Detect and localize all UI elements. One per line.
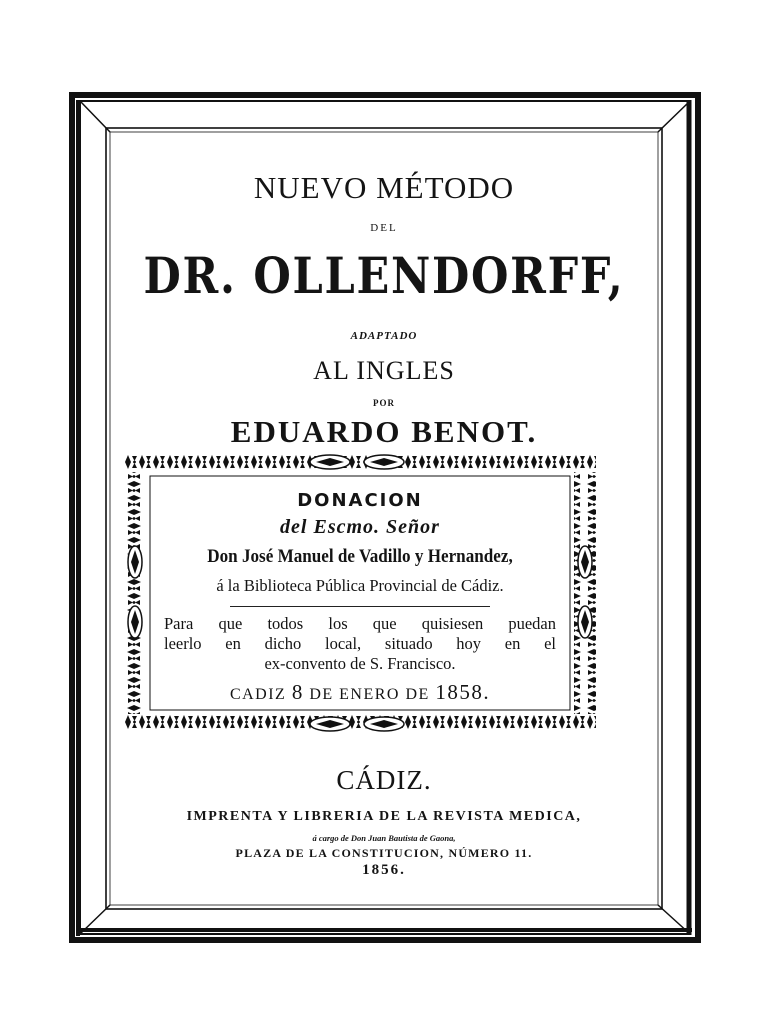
stamp-paragraph — [164, 614, 556, 674]
stamp-date — [160, 680, 560, 705]
stamp-paragraph-line: ex-convento de S. Francisco. — [264, 654, 456, 673]
title-del: DEL — [370, 222, 398, 234]
stamp-paragraph-line: Para que todos los que quisiesen puedan — [164, 614, 556, 633]
al-ingles-label: AL INGLES — [313, 356, 455, 385]
por-label: POR — [373, 398, 395, 408]
imprint-printer: IMPRENTA Y LIBRERIA DE LA REVISTA MEDICA, — [186, 809, 582, 824]
stamp-divider — [230, 606, 490, 607]
stamp-date-day: 8 — [291, 680, 304, 704]
stamp-paragraph-line: leerlo en dicho local, situado hoy en el — [164, 634, 556, 653]
title-line-1: NUEVO MÉTODO — [253, 170, 515, 205]
stamp-subheading: del Escmo. Señor — [280, 516, 440, 538]
stamp-heading: DONACION — [297, 490, 423, 511]
stamp-donor: Don José Manuel de Vadillo y Hernandez, — [207, 546, 513, 567]
stamp-date-city: CADIZ — [229, 686, 287, 703]
adaptado-label: ADAPTADO — [350, 330, 418, 342]
stamp-recipient: á la Biblioteca Pública Provincial de Cádiz. — [216, 576, 504, 595]
stamp-date-text: DE ENERO DE — [309, 686, 430, 703]
imprint-year: 1856. — [362, 862, 406, 878]
imprint-city: CÁDIZ. — [336, 765, 432, 795]
imprint-address: PLAZA DE LA CONSTITUCION, NÚMERO 11. — [235, 846, 533, 860]
imprint-charge: á cargo de Don Juan Bautista de Gaona, — [312, 833, 456, 843]
author-name: EDUARDO BENOT. — [230, 414, 538, 449]
donation-stamp — [124, 452, 596, 736]
title-main: DR. OLLENDORFF, — [143, 246, 625, 305]
stamp-date-year: 1858. — [435, 680, 491, 704]
